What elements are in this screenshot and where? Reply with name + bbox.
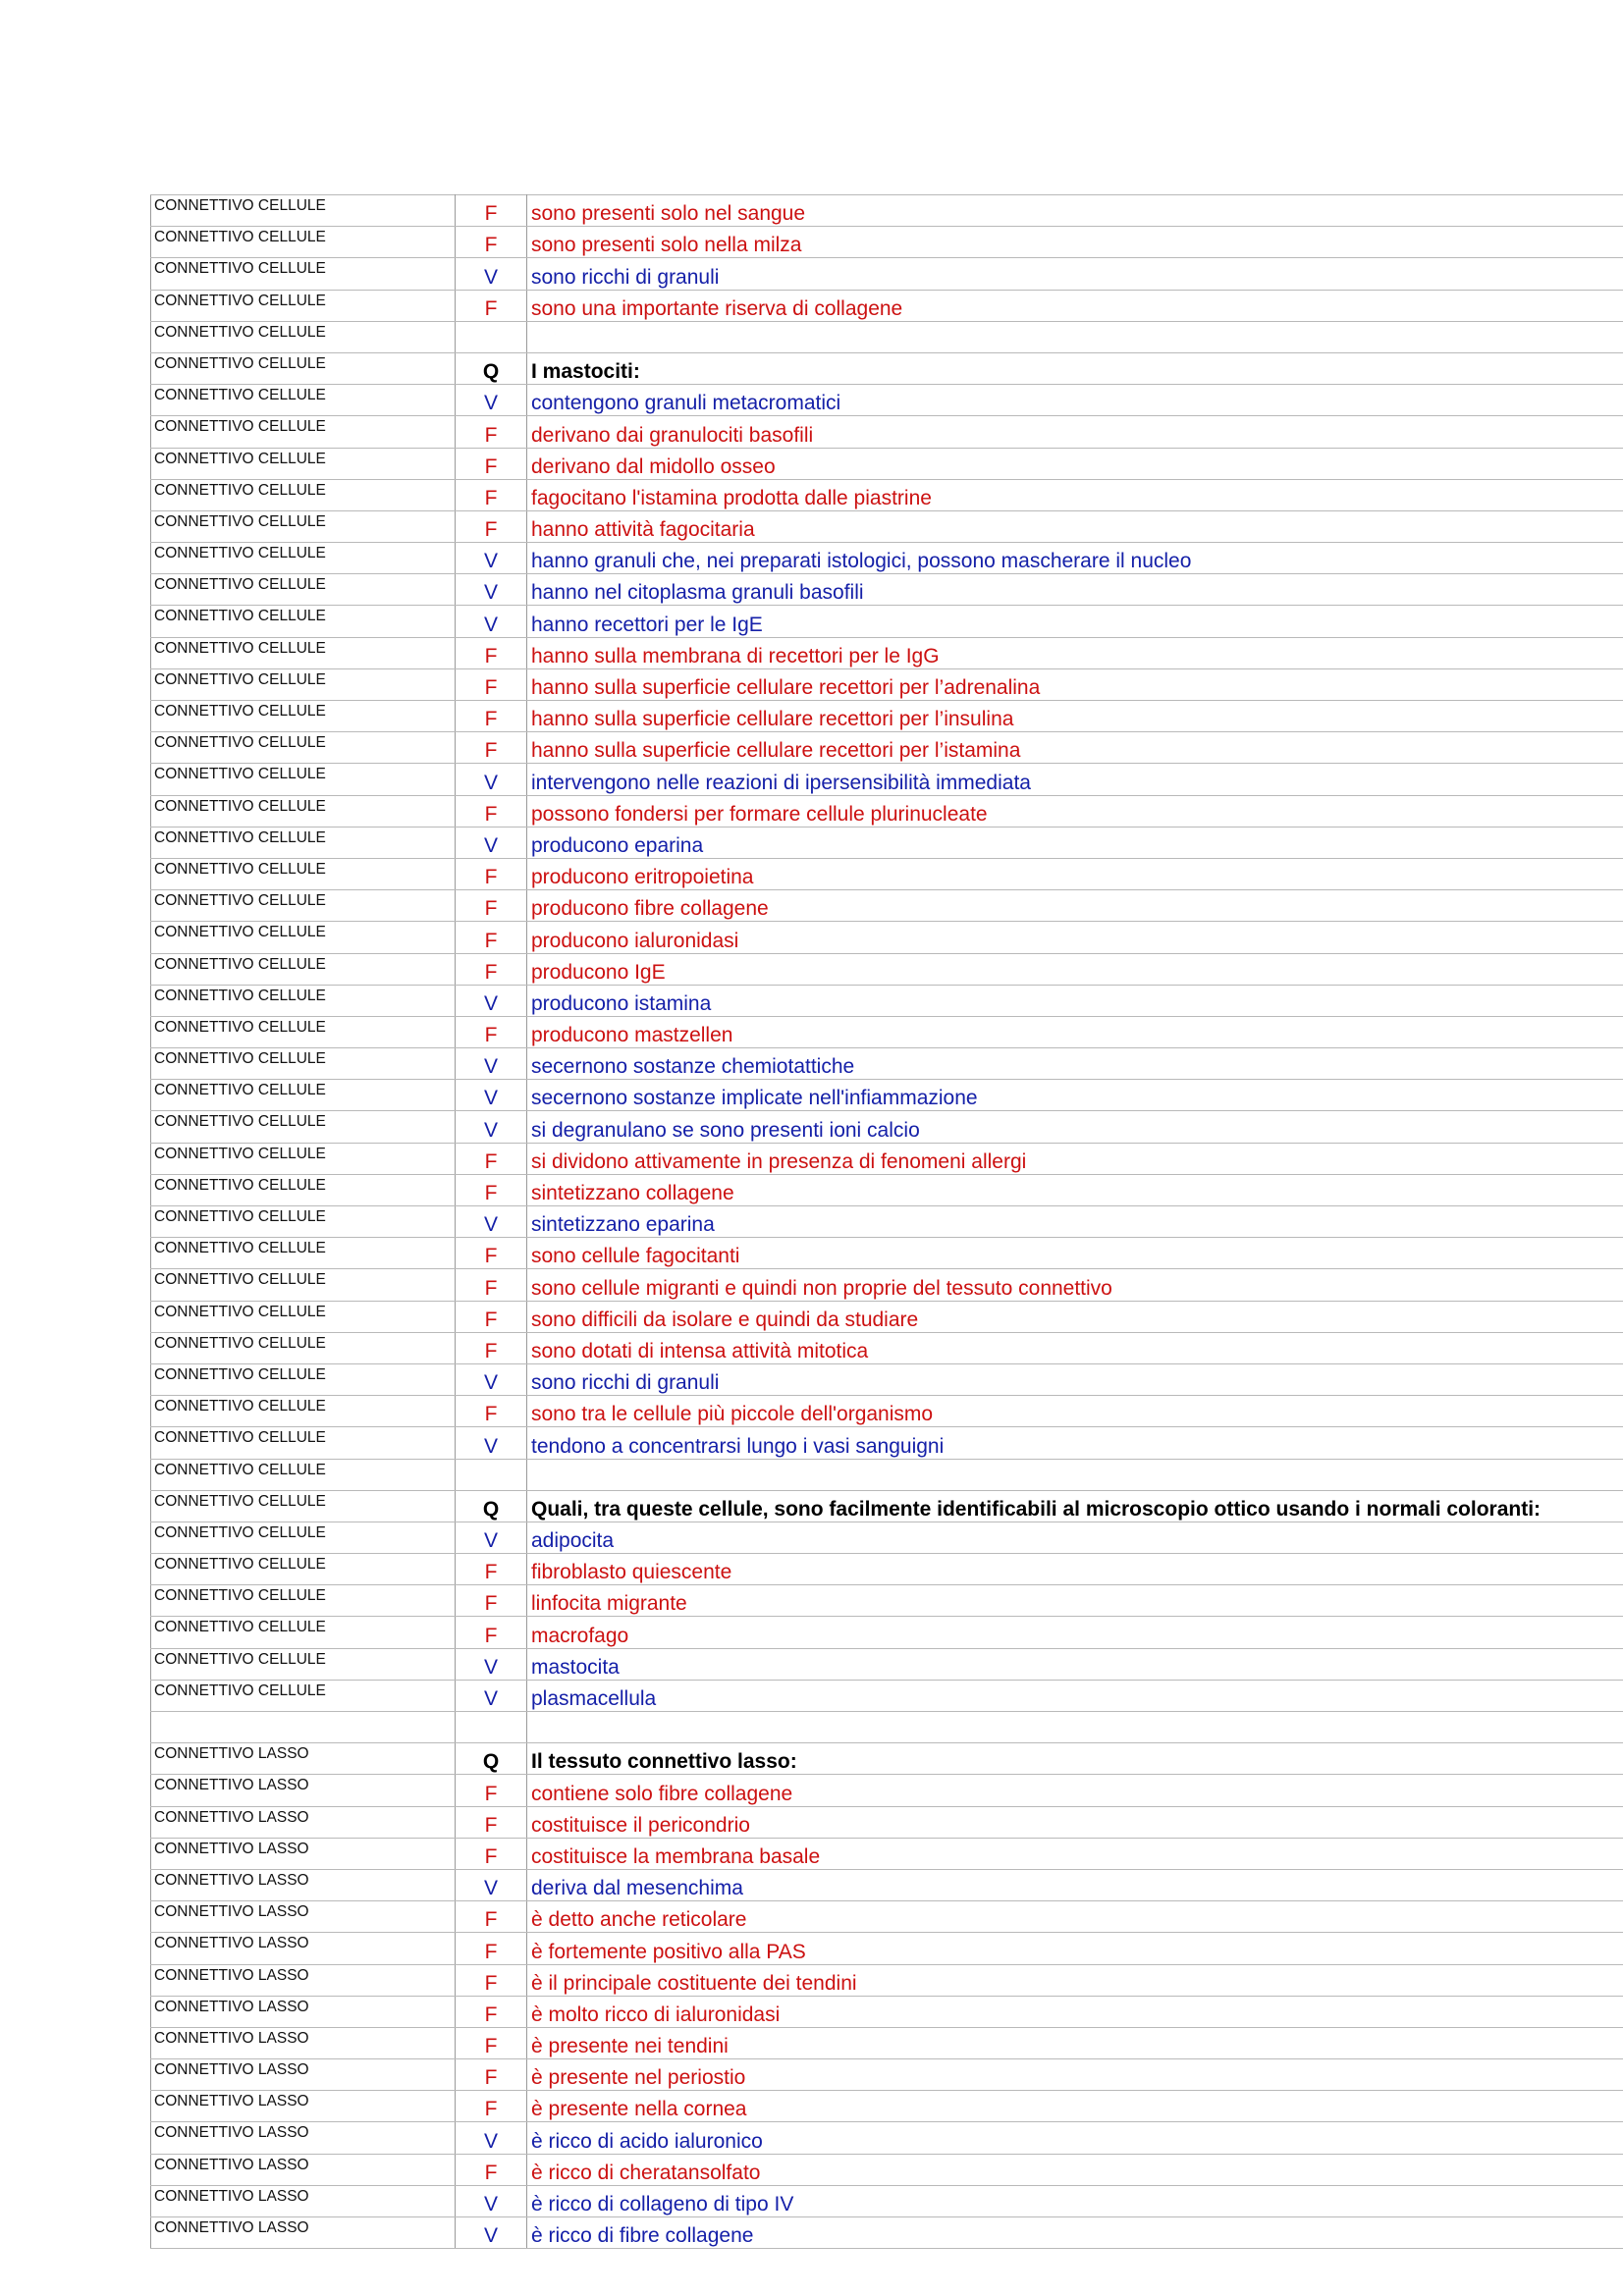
answer-mark-cell: F [456,890,527,922]
statement-text-cell: derivano dai granulociti basofili [527,416,1623,448]
statement-text-cell: mastocita [527,1648,1623,1680]
table-row [151,1174,1623,1205]
category-cell: CONNETTIVO CELLULE [151,385,456,416]
table-row [151,1712,1623,1743]
answer-mark-cell: F [456,227,527,258]
table-row [151,1080,1623,1111]
statement-text-cell: tendono a concentrarsi lungo i vasi sanguigni [527,1427,1623,1459]
statement-text-cell: costituisce la membrana basale [527,1838,1623,1869]
statement-text-cell: hanno sulla superficie cellulare recettori per l’insulina [527,701,1623,732]
table-row [151,543,1623,574]
statement-text-cell: secernono sostanze chemiotattiche [527,1048,1623,1080]
answer-mark-cell: V [456,1522,527,1553]
category-cell: CONNETTIVO LASSO [151,2027,456,2058]
table-row [151,2059,1623,2091]
table-row [151,1238,1623,1269]
category-cell: CONNETTIVO CELLULE [151,510,456,542]
answer-mark-cell: F [456,1143,527,1174]
answer-mark-cell: F [456,1964,527,1996]
table-row [151,195,1623,227]
statement-text-cell [527,1712,1623,1743]
table-row [151,321,1623,352]
answer-mark-cell: F [456,2059,527,2091]
answer-mark-cell: V [456,827,527,858]
category-cell: CONNETTIVO CELLULE [151,1617,456,1648]
statement-text-cell: è presente nel periostio [527,2059,1623,2091]
category-cell: CONNETTIVO LASSO [151,1838,456,1869]
category-cell: CONNETTIVO CELLULE [151,448,456,479]
statement-text-cell: fibroblasto quiescente [527,1554,1623,1585]
statement-text-cell: derivano dal midollo osseo [527,448,1623,479]
answer-mark-cell: F [456,637,527,668]
statement-text-cell: costituisce il pericondrio [527,1806,1623,1838]
answer-mark-cell: F [456,1838,527,1869]
table-row [151,890,1623,922]
category-cell: CONNETTIVO CELLULE [151,795,456,827]
category-cell: CONNETTIVO CELLULE [151,321,456,352]
answer-mark-cell: F [456,1996,527,2027]
statement-text-cell: sono presenti solo nella milza [527,227,1623,258]
category-cell: CONNETTIVO LASSO [151,2059,456,2091]
category-cell: CONNETTIVO CELLULE [151,1522,456,1553]
answer-mark-cell: V [456,543,527,574]
statement-text-cell: hanno sulla superficie cellulare recettori per l’istamina [527,732,1623,764]
table-row [151,764,1623,795]
answer-mark-cell: V [456,1206,527,1238]
category-cell: CONNETTIVO LASSO [151,2217,456,2249]
category-cell: CONNETTIVO CELLULE [151,858,456,889]
table-row [151,1143,1623,1174]
category-cell: CONNETTIVO CELLULE [151,416,456,448]
answer-mark-cell: F [456,858,527,889]
answer-mark-cell: F [456,1238,527,1269]
table-row [151,1269,1623,1301]
table-row [151,2217,1623,2249]
category-cell: CONNETTIVO CELLULE [151,1111,456,1143]
statement-text-cell: sono difficili da isolare e quindi da studiare [527,1301,1623,1332]
statement-text-cell: è ricco di collageno di tipo IV [527,2185,1623,2216]
category-cell: CONNETTIVO CELLULE [151,985,456,1016]
table-row [151,416,1623,448]
table-row [151,637,1623,668]
category-cell: CONNETTIVO LASSO [151,1901,456,1933]
answer-mark-cell: F [456,922,527,953]
statement-text-cell: è presente nella cornea [527,2091,1623,2122]
answer-mark-cell: F [456,1332,527,1363]
statement-text-cell [527,321,1623,352]
answer-mark-cell: V [456,1363,527,1395]
statement-text-cell: producono mastzellen [527,1016,1623,1047]
answer-mark-cell: F [456,1269,527,1301]
answer-mark-cell: V [456,385,527,416]
answer-mark-cell: F [456,795,527,827]
category-cell: CONNETTIVO CELLULE [151,1459,456,1490]
answer-mark-cell: Q [456,1743,527,1775]
table-row [151,2185,1623,2216]
category-cell: CONNETTIVO CELLULE [151,1585,456,1617]
statement-text-cell: hanno sulla membrana di recettori per le IgG [527,637,1623,668]
statement-text-cell: producono eparina [527,827,1623,858]
statement-text-cell: hanno sulla superficie cellulare recettori per l’adrenalina [527,668,1623,700]
category-cell: CONNETTIVO CELLULE [151,922,456,953]
statement-text-cell: è ricco di cheratansolfato [527,2154,1623,2185]
category-cell: CONNETTIVO CELLULE [151,1206,456,1238]
category-cell: CONNETTIVO CELLULE [151,1048,456,1080]
question-text-cell: Il tessuto connettivo lasso: [527,1743,1623,1775]
table-row [151,1522,1623,1553]
statement-text-cell: plasmacellula [527,1680,1623,1711]
category-cell: CONNETTIVO CELLULE [151,352,456,384]
statement-text-cell: intervengono nelle reazioni di ipersensibilità immediata [527,764,1623,795]
answer-mark-cell: F [456,732,527,764]
table-row [151,2122,1623,2154]
answer-mark-cell [456,1459,527,1490]
table-row [151,858,1623,889]
statement-text-cell: sono cellule fagocitanti [527,1238,1623,1269]
table-row [151,1016,1623,1047]
table-row [151,1332,1623,1363]
category-cell: CONNETTIVO CELLULE [151,1680,456,1711]
answer-mark-cell: F [456,1617,527,1648]
category-cell: CONNETTIVO CELLULE [151,953,456,985]
table-row [151,1617,1623,1648]
category-cell: CONNETTIVO CELLULE [151,1490,456,1522]
table-row [151,258,1623,290]
answer-mark-cell: F [456,1901,527,1933]
category-cell: CONNETTIVO CELLULE [151,701,456,732]
answer-mark-cell: V [456,1869,527,1900]
answer-mark-cell: V [456,258,527,290]
table-row [151,1585,1623,1617]
answer-mark-cell: V [456,1048,527,1080]
answer-mark-cell: F [456,2091,527,2122]
answer-mark-cell: V [456,1080,527,1111]
category-cell: CONNETTIVO LASSO [151,1806,456,1838]
table-row [151,953,1623,985]
category-cell [151,1712,456,1743]
category-cell: CONNETTIVO CELLULE [151,1143,456,1174]
statement-text-cell: sono ricchi di granuli [527,1363,1623,1395]
answer-mark-cell: F [456,416,527,448]
category-cell: CONNETTIVO CELLULE [151,1554,456,1585]
category-cell: CONNETTIVO CELLULE [151,827,456,858]
answer-mark-cell: F [456,479,527,510]
category-cell: CONNETTIVO LASSO [151,2122,456,2154]
table-row [151,1933,1623,1964]
answer-mark-cell: F [456,1554,527,1585]
table-row [151,385,1623,416]
table-row [151,290,1623,321]
statement-text-cell: sono dotati di intensa attività mitotica [527,1332,1623,1363]
answer-mark-cell: V [456,1111,527,1143]
answer-mark-cell: V [456,985,527,1016]
table-row [151,701,1623,732]
answer-mark-cell: F [456,1016,527,1047]
statement-text-cell: è ricco di fibre collagene [527,2217,1623,2249]
table-row [151,1680,1623,1711]
category-cell: CONNETTIVO CELLULE [151,290,456,321]
answer-mark-cell [456,321,527,352]
table-row [151,479,1623,510]
category-cell: CONNETTIVO CELLULE [151,1648,456,1680]
statement-text-cell: è detto anche reticolare [527,1901,1623,1933]
answer-mark-cell: V [456,2185,527,2216]
category-cell: CONNETTIVO CELLULE [151,1174,456,1205]
table-row [151,448,1623,479]
answer-mark-cell: Q [456,352,527,384]
table-row [151,795,1623,827]
table-row [151,1964,1623,1996]
table-row [151,1459,1623,1490]
statement-text-cell: hanno recettori per le IgE [527,606,1623,637]
answer-mark-cell: F [456,1585,527,1617]
statement-text-cell: linfocita migrante [527,1585,1623,1617]
statement-text-cell: è molto ricco di ialuronidasi [527,1996,1623,2027]
table-row [151,1048,1623,1080]
answer-mark-cell: F [456,1174,527,1205]
table-row [151,732,1623,764]
category-cell: CONNETTIVO CELLULE [151,637,456,668]
quiz-table [150,194,1623,2249]
table-row [151,1301,1623,1332]
table-row [151,2154,1623,2185]
table-row [151,1775,1623,1806]
answer-mark-cell: F [456,668,527,700]
answer-mark-cell: F [456,510,527,542]
table-row [151,668,1623,700]
statement-text-cell: contengono granuli metacromatici [527,385,1623,416]
table-row [151,510,1623,542]
category-cell: CONNETTIVO CELLULE [151,1332,456,1363]
table-row [151,606,1623,637]
answer-mark-cell: F [456,2154,527,2185]
statement-text-cell: hanno attività fagocitaria [527,510,1623,542]
answer-mark-cell [456,1712,527,1743]
table-row [151,352,1623,384]
table-row [151,1427,1623,1459]
statement-text-cell: sono tra le cellule più piccole dell'organismo [527,1396,1623,1427]
statement-text-cell: macrofago [527,1617,1623,1648]
category-cell: CONNETTIVO LASSO [151,2091,456,2122]
answer-mark-cell: F [456,1806,527,1838]
statement-text-cell: è ricco di acido ialuronico [527,2122,1623,2154]
category-cell: CONNETTIVO CELLULE [151,732,456,764]
statement-text-cell: hanno nel citoplasma granuli basofili [527,574,1623,606]
category-cell: CONNETTIVO CELLULE [151,258,456,290]
table-row [151,1111,1623,1143]
statement-text-cell: sintetizzano collagene [527,1174,1623,1205]
quiz-table-body [151,195,1623,2249]
statement-text-cell: si degranulano se sono presenti ioni calcio [527,1111,1623,1143]
question-text-cell: I mastociti: [527,352,1623,384]
answer-mark-cell: F [456,953,527,985]
statement-text-cell: è fortemente positivo alla PAS [527,1933,1623,1964]
answer-mark-cell: V [456,1680,527,1711]
statement-text-cell: producono ialuronidasi [527,922,1623,953]
category-cell: CONNETTIVO CELLULE [151,227,456,258]
statement-text-cell: producono fibre collagene [527,890,1623,922]
table-row [151,1554,1623,1585]
table-row [151,1806,1623,1838]
category-cell: CONNETTIVO CELLULE [151,1363,456,1395]
statement-text-cell: possono fondersi per formare cellule plurinucleate [527,795,1623,827]
table-row [151,1901,1623,1933]
answer-mark-cell: F [456,1396,527,1427]
statement-text-cell: si dividono attivamente in presenza di fenomeni allergi [527,1143,1623,1174]
statement-text-cell: adipocita [527,1522,1623,1553]
statement-text-cell [527,1459,1623,1490]
category-cell: CONNETTIVO LASSO [151,1964,456,1996]
answer-mark-cell: F [456,701,527,732]
category-cell: CONNETTIVO CELLULE [151,764,456,795]
answer-mark-cell: Q [456,1490,527,1522]
statement-text-cell: sintetizzano eparina [527,1206,1623,1238]
category-cell: CONNETTIVO CELLULE [151,1269,456,1301]
statement-text-cell: sono ricchi di granuli [527,258,1623,290]
answer-mark-cell: F [456,195,527,227]
table-row [151,985,1623,1016]
answer-mark-cell: V [456,2217,527,2249]
category-cell: CONNETTIVO CELLULE [151,1301,456,1332]
table-row [151,1363,1623,1395]
category-cell: CONNETTIVO LASSO [151,2185,456,2216]
category-cell: CONNETTIVO CELLULE [151,668,456,700]
question-text-cell: Quali, tra queste cellule, sono facilmente identificabili al microscopio ottico usando i normali coloranti: [527,1490,1623,1522]
category-cell: CONNETTIVO CELLULE [151,479,456,510]
answer-mark-cell: F [456,1775,527,1806]
statement-text-cell: deriva dal mesenchima [527,1869,1623,1900]
statement-text-cell: è il principale costituente dei tendini [527,1964,1623,1996]
table-row [151,827,1623,858]
category-cell: CONNETTIVO CELLULE [151,890,456,922]
table-row [151,1996,1623,2027]
category-cell: CONNETTIVO LASSO [151,1996,456,2027]
statement-text-cell: sono presenti solo nel sangue [527,195,1623,227]
answer-mark-cell: F [456,1933,527,1964]
category-cell: CONNETTIVO CELLULE [151,195,456,227]
statement-text-cell: contiene solo fibre collagene [527,1775,1623,1806]
table-row [151,1838,1623,1869]
statement-text-cell: producono eritropoietina [527,858,1623,889]
category-cell: CONNETTIVO CELLULE [151,1016,456,1047]
category-cell: CONNETTIVO LASSO [151,2154,456,2185]
category-cell: CONNETTIVO LASSO [151,1743,456,1775]
statement-text-cell: sono cellule migranti e quindi non proprie del tessuto connettivo [527,1269,1623,1301]
category-cell: CONNETTIVO CELLULE [151,1080,456,1111]
category-cell: CONNETTIVO LASSO [151,1869,456,1900]
statement-text-cell: sono una importante riserva di collagene [527,290,1623,321]
table-row [151,574,1623,606]
table-row [151,1648,1623,1680]
table-row [151,227,1623,258]
table-row [151,922,1623,953]
answer-mark-cell: V [456,2122,527,2154]
category-cell: CONNETTIVO CELLULE [151,543,456,574]
statement-text-cell: producono istamina [527,985,1623,1016]
table-row [151,2027,1623,2058]
statement-text-cell: producono IgE [527,953,1623,985]
category-cell: CONNETTIVO CELLULE [151,1238,456,1269]
answer-mark-cell: F [456,290,527,321]
table-row [151,2091,1623,2122]
category-cell: CONNETTIVO LASSO [151,1775,456,1806]
table-row [151,1490,1623,1522]
statement-text-cell: secernono sostanze implicate nell'infiammazione [527,1080,1623,1111]
answer-mark-cell: F [456,1301,527,1332]
statement-text-cell: è presente nei tendini [527,2027,1623,2058]
answer-mark-cell: V [456,606,527,637]
answer-mark-cell: F [456,448,527,479]
table-row [151,1206,1623,1238]
category-cell: CONNETTIVO CELLULE [151,1396,456,1427]
statement-text-cell: hanno granuli che, nei preparati istologici, possono mascherare il nucleo [527,543,1623,574]
category-cell: CONNETTIVO CELLULE [151,606,456,637]
answer-mark-cell: V [456,1648,527,1680]
answer-mark-cell: V [456,574,527,606]
answer-mark-cell: V [456,1427,527,1459]
answer-mark-cell: V [456,764,527,795]
table-row [151,1396,1623,1427]
category-cell: CONNETTIVO LASSO [151,1933,456,1964]
answer-mark-cell: F [456,2027,527,2058]
table-row [151,1869,1623,1900]
category-cell: CONNETTIVO CELLULE [151,574,456,606]
category-cell: CONNETTIVO CELLULE [151,1427,456,1459]
table-row [151,1743,1623,1775]
statement-text-cell: fagocitano l'istamina prodotta dalle piastrine [527,479,1623,510]
